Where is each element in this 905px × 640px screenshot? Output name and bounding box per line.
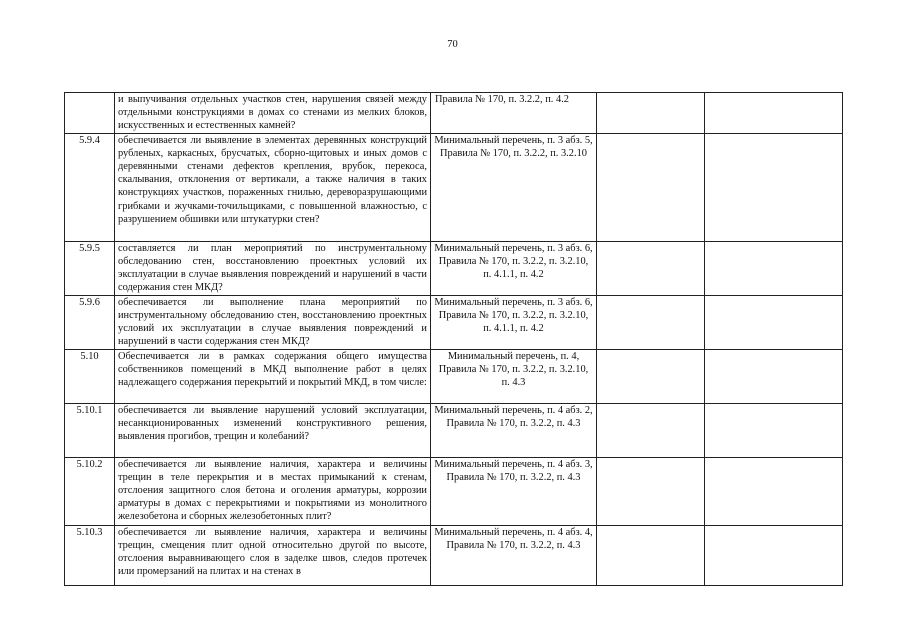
answer-cell [597, 403, 705, 457]
checklist-table [64, 92, 843, 586]
answer-cell [597, 93, 705, 134]
row-number: 5.10.1 [65, 403, 115, 457]
table-row [65, 93, 843, 134]
row-number: 5.10.2 [65, 457, 115, 525]
page-number: 70 [447, 39, 458, 50]
question-text: обеспечивается ли выявление нарушений условий эксплуатации, несанкционированных изменений конструктивного решения, выявления прогибов, трещин и колебаний? [115, 403, 431, 457]
answer-cell [597, 457, 705, 525]
row-number: 5.10 [65, 349, 115, 403]
note-cell [705, 93, 843, 134]
row-number: 5.10.3 [65, 525, 115, 585]
question-text: и выпучивания отдельных участков стен, нарушения связей между отдельными конструкциями в домах со стенами из мелких блоков, искусственных и естественных камней? [115, 93, 431, 134]
answer-cell [597, 295, 705, 349]
row-number: 5.9.5 [65, 241, 115, 295]
question-text: обеспечивается ли выполнение плана мероприятий по инструментальному обследованию стен, восстановлению проектных условий их эксплуатации в случае выявления повреждений и нарушений в части содержания стен МКД? [115, 295, 431, 349]
legal-reference: Минимальный перечень, п. 4, Правила № 170, п. 3.2.2, п. 3.2.10, п. 4.3 [431, 349, 597, 403]
legal-reference: Минимальный перечень, п. 4 абз. 3, Правила № 170, п. 3.2.2, п. 4.3 [431, 457, 597, 525]
note-cell [705, 403, 843, 457]
note-cell [705, 295, 843, 349]
question-text: обеспечивается ли выявление наличия, характера и величины трещин, смещения плит одной относительно другой по высоте, отслоения выравнивающего слоя в заделке швов, следов протечек или промерзаний на плитах и на стенах в [115, 525, 431, 585]
legal-reference: Минимальный перечень, п. 3 абз. 6, Правила № 170, п. 3.2.2, п. 3.2.10, п. 4.1.1, п. 4.2 [431, 241, 597, 295]
table-row [65, 525, 843, 585]
question-text: обеспечивается ли выявление наличия, характера и величины трещин в теле перекрытия и в местах примыканий к стенам, отслоения защитного слоя бетона и оголения арматуры, коррозии арматуры в домах с перекрытиями и покрытиями из монолитного железобетона и сборных железобетонных плит? [115, 457, 431, 525]
table-row [65, 295, 843, 349]
table-row [65, 241, 843, 295]
row-number: 5.9.4 [65, 133, 115, 241]
legal-reference: Минимальный перечень, п. 4 абз. 2, Правила № 170, п. 3.2.2, п. 4.3 [431, 403, 597, 457]
table-row [65, 457, 843, 525]
row-number: 5.9.6 [65, 295, 115, 349]
legal-reference: Минимальный перечень, п. 3 абз. 6, Правила № 170, п. 3.2.2, п. 3.2.10, п. 4.1.1, п. 4.2 [431, 295, 597, 349]
question-text: обеспечивается ли выявление в элементах деревянных конструкций рубленых, каркасных, брусчатых, сборно-щитовых и иных домов с деревянными стенами дефектов крепления, врубок, перекоса, скалывания, отклонения от вертикали, а также наличия в таких конструкциях участков, пораженных гнилью, дереворазрушающими грибками и жучками-точильщиками, с повышенной влажностью, с разрушением обшивки или штукатурки стен? [115, 133, 431, 241]
answer-cell [597, 133, 705, 241]
table-row [65, 349, 843, 403]
legal-reference: Минимальный перечень, п. 4 абз. 4, Правила № 170, п. 3.2.2, п. 4.3 [431, 525, 597, 585]
answer-cell [597, 241, 705, 295]
note-cell [705, 349, 843, 403]
legal-reference: Правила № 170, п. 3.2.2, п. 4.2 [431, 93, 597, 134]
legal-reference: Минимальный перечень, п. 3 абз. 5, Правила № 170, п. 3.2.2, п. 3.2.10 [431, 133, 597, 241]
table-row [65, 133, 843, 241]
table-row [65, 403, 843, 457]
question-text: Обеспечивается ли в рамках содержания общего имущества собственников помещений в МКД выполнение работ в целях надлежащего содержания перекрытий и покрытий МКД, в том числе: [115, 349, 431, 403]
answer-cell [597, 349, 705, 403]
note-cell [705, 241, 843, 295]
note-cell [705, 133, 843, 241]
question-text: составляется ли план мероприятий по инструментальному обследованию стен, восстановлению проектных условий их эксплуатации в случае выявления повреждений и нарушений в части содержания стен МКД? [115, 241, 431, 295]
answer-cell [597, 525, 705, 585]
row-number [65, 93, 115, 134]
note-cell [705, 457, 843, 525]
note-cell [705, 525, 843, 585]
